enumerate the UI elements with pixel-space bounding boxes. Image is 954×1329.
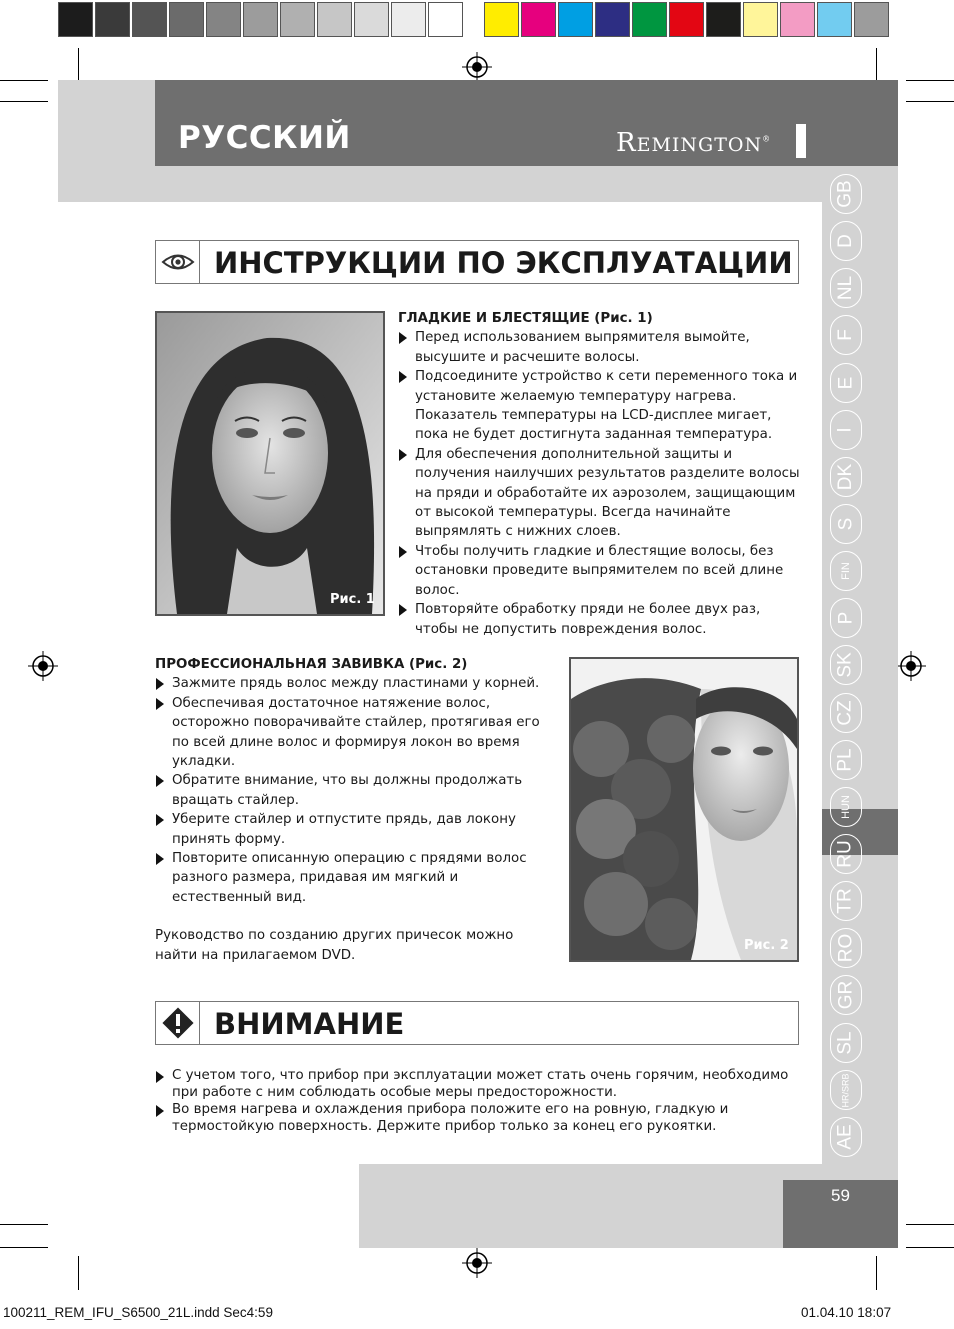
color-swatch bbox=[243, 2, 278, 37]
color-swatch bbox=[521, 2, 556, 37]
crop-mark bbox=[0, 101, 48, 102]
crop-mark bbox=[78, 48, 79, 82]
figure-1-caption: Рис. 1 bbox=[330, 592, 375, 607]
color-swatch bbox=[58, 2, 93, 37]
language-tab-gr[interactable] bbox=[830, 975, 862, 1015]
language-tab-f[interactable] bbox=[830, 315, 862, 355]
language-tab-label: CZ bbox=[834, 700, 856, 726]
language-tab-s[interactable] bbox=[830, 504, 862, 544]
crop-mark bbox=[876, 1256, 877, 1290]
registration-mark-icon bbox=[28, 651, 58, 681]
curl-section bbox=[155, 655, 547, 965]
color-swatch bbox=[558, 2, 593, 37]
language-tab-sk[interactable] bbox=[830, 645, 862, 685]
language-tab-label: I bbox=[835, 427, 856, 433]
language-tab-label: SL bbox=[835, 1031, 856, 1055]
crop-mark bbox=[906, 101, 954, 102]
registration-mark-icon bbox=[896, 651, 926, 681]
language-tab-label: HR/SRB bbox=[840, 1072, 851, 1108]
eye-icon bbox=[161, 251, 195, 273]
smooth-heading: ГЛАДКИЕ И БЛЕСТЯЩИЕ (Рис. 1) bbox=[398, 311, 653, 326]
warning-list bbox=[155, 1067, 815, 1135]
slug-file: 100211_REM_IFU_S6500_21L.indd Sec4:59 bbox=[3, 1305, 273, 1320]
color-swatch bbox=[780, 2, 815, 37]
color-swatch bbox=[95, 2, 130, 37]
language-tab-label: S bbox=[835, 517, 856, 531]
list-item: Зажмите прядь волос между пластинами у корней. bbox=[155, 674, 547, 693]
brand-initial: R bbox=[616, 128, 637, 158]
language-tab-ae[interactable] bbox=[830, 1117, 862, 1157]
color-swatch bbox=[706, 2, 741, 37]
crop-mark bbox=[906, 1224, 954, 1225]
slug-date: 01.04.10 18:07 bbox=[801, 1305, 892, 1320]
list-item: Уберите стайлер и отпустите прядь, дав локону принять форму. bbox=[155, 810, 547, 849]
color-swatch bbox=[484, 2, 519, 37]
language-tab-label: TR bbox=[834, 888, 856, 914]
language-tab-label: P bbox=[835, 611, 856, 625]
smooth-section bbox=[398, 309, 802, 639]
color-swatch bbox=[632, 2, 667, 37]
color-swatch bbox=[206, 2, 241, 37]
brand-bar bbox=[796, 124, 806, 158]
language-tab-label: RO bbox=[835, 933, 856, 963]
language-tab-cz[interactable] bbox=[830, 693, 862, 733]
color-calibration-bar bbox=[484, 2, 891, 38]
list-item: Перед использованием выпрямителя вымойте, высушите и расчешите волосы. bbox=[398, 328, 802, 367]
brand-trademark: ® bbox=[762, 134, 772, 144]
language-tabs bbox=[830, 172, 862, 1162]
color-swatch bbox=[391, 2, 426, 37]
warning-title: ВНИМАНИЕ bbox=[214, 1007, 405, 1041]
language-tab-label: GB bbox=[834, 180, 856, 208]
language-tab-hr-srb[interactable] bbox=[830, 1070, 862, 1110]
crop-mark bbox=[0, 80, 48, 81]
grayscale-calibration-bar bbox=[58, 2, 465, 38]
language-tab-hun[interactable] bbox=[830, 787, 862, 827]
warning-section bbox=[155, 1067, 815, 1135]
color-swatch bbox=[132, 2, 167, 37]
warning-icon-box bbox=[156, 1002, 200, 1044]
color-swatch bbox=[280, 2, 315, 37]
language-tab-label: D bbox=[834, 234, 856, 248]
warning-icon bbox=[161, 1006, 195, 1040]
smooth-list bbox=[398, 328, 802, 639]
color-swatch bbox=[854, 2, 889, 37]
language-tab-ro[interactable] bbox=[830, 928, 862, 968]
warning-heading bbox=[155, 1001, 799, 1045]
language-tab-label: SK bbox=[834, 652, 856, 678]
dvd-note: Руководство по созданию других причесок можно найти на прилагаемом DVD. bbox=[155, 928, 514, 963]
crop-mark bbox=[876, 48, 877, 82]
list-item: Для обеспечения дополнительной защиты и получения наилучших результатов разделите волосы на пряди и обработайте их аэрозолем, защищающим от высокой температуры. Всегда начинайте выпрямлять с нижних слоев. bbox=[398, 445, 802, 542]
color-swatch bbox=[743, 2, 778, 37]
brand-logo bbox=[616, 128, 771, 158]
color-swatch bbox=[669, 2, 704, 37]
language-tab-label: E bbox=[835, 376, 856, 390]
brand-rest: EMINGTON bbox=[636, 134, 763, 156]
list-item: Подсоедините устройство к сети переменного тока и установите желаемую температуру нагрева. Показатель температуры на LCD-дисплее мигает, пока не будет достигнута заданная температура. bbox=[398, 367, 802, 445]
page-number: 59 bbox=[831, 1186, 850, 1205]
language-tab-ru[interactable] bbox=[830, 834, 862, 874]
list-item: Повторите описанную операцию с прядями волос разного размера, придавая им мягкий и естественный вид. bbox=[155, 849, 547, 907]
figure-1-photo bbox=[155, 311, 385, 616]
instructions-icon-box bbox=[156, 241, 200, 283]
language-tab-i[interactable] bbox=[830, 410, 862, 450]
straight-hair-portrait bbox=[157, 313, 383, 614]
curl-heading: ПРОФЕССИОНАЛЬНАЯ ЗАВИВКА (Рис. 2) bbox=[155, 657, 468, 672]
language-tab-label: RU bbox=[834, 840, 856, 868]
list-item: Во время нагрева и охлаждения прибора положите его на ровную, гладкую и термостойкую поверхность. Держите прибор только за конец его рукоятки. bbox=[155, 1101, 815, 1135]
curly-hair-portrait bbox=[571, 659, 797, 960]
list-item: С учетом того, что прибор при эксплуатации может стать очень горячим, необходимо при работе с ним соблюдать особые меры предосторожности. bbox=[155, 1067, 815, 1101]
language-tab-dk[interactable] bbox=[830, 457, 862, 497]
language-tab-label: AE bbox=[834, 1124, 856, 1150]
list-item: Обратите внимание, что вы должны продолжать вращать стайлер. bbox=[155, 771, 547, 810]
figure-2-caption: Рис. 2 bbox=[744, 938, 789, 953]
crop-mark bbox=[0, 1247, 48, 1248]
language-tab-label: DK bbox=[835, 463, 856, 491]
language-tab-tr[interactable] bbox=[830, 881, 862, 921]
curl-list bbox=[155, 674, 547, 907]
list-item: Чтобы получить гладкие и блестящие волосы, без остановки проведите выпрямителем по всей длине волос. bbox=[398, 542, 802, 600]
color-swatch bbox=[428, 2, 463, 37]
list-item: Повторяйте обработку пряди не более двух раз, чтобы не допустить повреждения волос. bbox=[398, 600, 802, 639]
language-tab-label: HUN bbox=[840, 795, 852, 819]
language-tab-label: NL bbox=[834, 275, 856, 301]
language-tab-sl[interactable] bbox=[830, 1023, 862, 1063]
crop-mark bbox=[78, 1256, 79, 1290]
color-swatch bbox=[317, 2, 352, 37]
page-title: РУССКИЙ bbox=[178, 120, 351, 156]
language-tab-label: FIN bbox=[839, 562, 852, 580]
registration-mark-icon bbox=[462, 1248, 492, 1278]
language-tab-p[interactable] bbox=[830, 598, 862, 638]
language-tab-e[interactable] bbox=[830, 363, 862, 403]
language-tab-label: PL bbox=[835, 748, 856, 772]
figure-2-photo bbox=[569, 657, 799, 962]
crop-mark bbox=[0, 1224, 48, 1225]
language-tab-nl[interactable] bbox=[830, 268, 862, 308]
language-tab-pl[interactable] bbox=[830, 740, 862, 780]
color-swatch bbox=[169, 2, 204, 37]
language-tab-fin[interactable] bbox=[830, 551, 862, 591]
color-swatch bbox=[354, 2, 389, 37]
color-swatch bbox=[817, 2, 852, 37]
language-tab-d[interactable] bbox=[830, 221, 862, 261]
language-tab-gb[interactable] bbox=[830, 174, 862, 214]
language-tab-label: GR bbox=[835, 980, 856, 1010]
instructions-title: ИНСТРУКЦИИ ПО ЭКСПЛУАТАЦИИ bbox=[214, 246, 793, 280]
instructions-heading bbox=[155, 240, 799, 284]
color-swatch bbox=[595, 2, 630, 37]
list-item: Обеспечивая достаточное натяжение волос, осторожно поворачивайте стайлер, протягивая его по всей длине волос и формируя локон во время укладки. bbox=[155, 694, 547, 772]
language-tab-label: F bbox=[834, 329, 856, 341]
crop-mark bbox=[906, 1247, 954, 1248]
registration-mark-icon bbox=[462, 52, 492, 82]
crop-mark bbox=[906, 80, 954, 81]
